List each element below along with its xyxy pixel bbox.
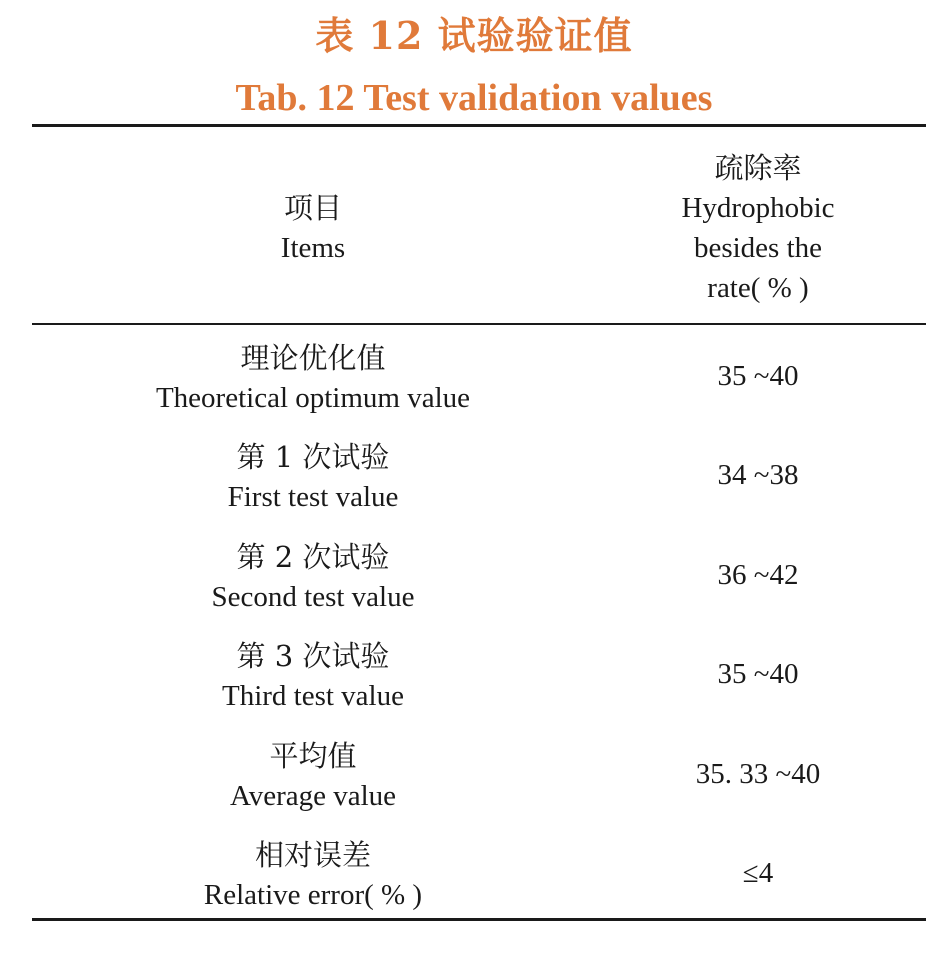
row-value: 35 ~40 xyxy=(717,658,799,690)
table-row-value xyxy=(600,535,916,615)
table-row-item xyxy=(60,537,566,617)
table-row-item xyxy=(60,437,566,517)
row-value: 35. 33 ~40 xyxy=(695,758,821,790)
row-item-cn: 第 1 次试验 xyxy=(236,440,390,474)
row-item-cn: 平均值 xyxy=(269,739,357,773)
header-rate-en-3: rate( % ) xyxy=(707,272,809,304)
row-item-en: Third test value xyxy=(221,680,404,712)
table-row-value xyxy=(600,734,916,814)
row-item-cn: 第 3 次试验 xyxy=(236,639,390,673)
bottom-rule xyxy=(32,918,926,921)
table-row-value xyxy=(600,833,916,913)
header-rate-en-2: besides the xyxy=(693,232,823,264)
table-row-item xyxy=(60,338,566,418)
row-value: 35 ~40 xyxy=(717,360,799,392)
table-row-value xyxy=(600,634,916,714)
header-rate-cn: 疏除率 xyxy=(714,151,802,185)
row-value: ≤4 xyxy=(742,857,774,889)
table-row-value xyxy=(600,336,916,416)
row-item-cn: 理论优化值 xyxy=(240,341,386,375)
row-item-cn: 相对误差 xyxy=(254,838,371,872)
row-item-en: Relative error( % ) xyxy=(203,879,423,911)
table-row-value xyxy=(600,435,916,515)
row-item-en: Second test value xyxy=(211,581,415,613)
table-title-english: Tab. 12 Test validation values xyxy=(235,77,713,119)
header-items-cn: 项目 xyxy=(283,191,342,225)
row-item-cn: 第 2 次试验 xyxy=(236,540,390,574)
row-item-en: Average value xyxy=(229,780,397,812)
table-title-chinese: 表 12 试验验证值 xyxy=(315,13,633,58)
header-rate xyxy=(600,148,916,308)
row-item-en: Theoretical optimum value xyxy=(155,382,471,414)
table-row-item xyxy=(60,636,566,716)
header-rule xyxy=(32,323,926,325)
header-items xyxy=(60,188,566,268)
row-value: 34 ~38 xyxy=(717,459,799,491)
row-item-en: First test value xyxy=(227,481,399,513)
header-items-en: Items xyxy=(280,232,346,264)
table-row-item xyxy=(60,835,566,915)
row-value: 36 ~42 xyxy=(717,559,799,591)
table-row-item xyxy=(60,736,566,816)
top-rule xyxy=(32,124,926,127)
header-rate-en-1: Hydrophobic xyxy=(681,192,835,224)
